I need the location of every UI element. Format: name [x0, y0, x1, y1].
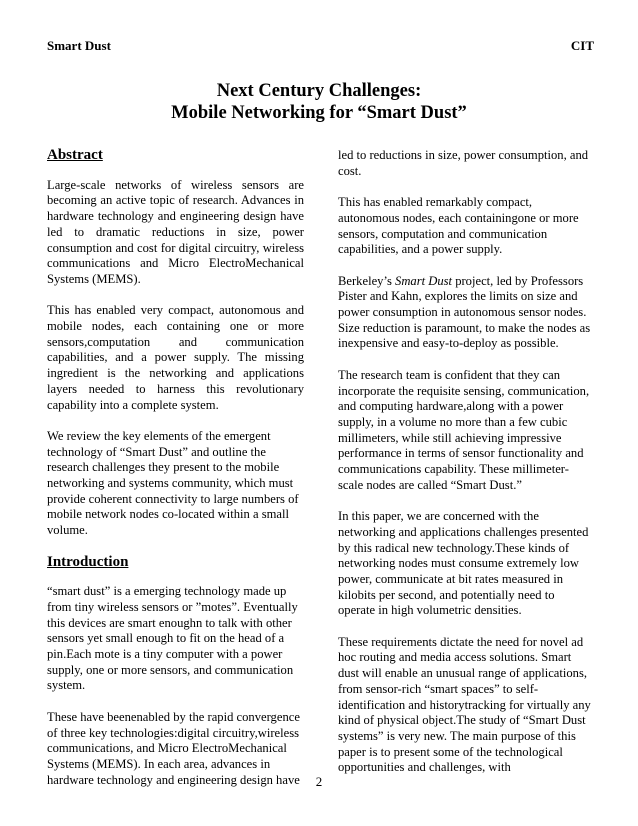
body-paragraph-1: led to reductions in size, power consumption, and cost. — [338, 148, 589, 178]
paragraph-text: project, led by Professors Pister and Kahn, explores the limits on size and power consumption in autonomous sensor nodes. Size reduction is paramount, to make the nodes as inexpensive and easy-to-deploy as possible. — [338, 273, 591, 351]
body-paragraph-6: These requirements dictate the need for novel ad hoc routing and media access solutions. Smart dust will enable an unusual range of applications, from sensor-rich “smart spaces” to self-identification and historytracking for virtually any kind of physical object.The study of “Smart Dust systems” is very new. The main purpose of this paper is to present some of the technological opportunities and challenges, with — [338, 634, 591, 775]
introduction-heading: Introduction — [47, 553, 129, 570]
right-column — [338, 148, 594, 792]
body-paragraph-4: The research team is confident that they can incorporate the requisite sensing, communication, and computing hardware,along with a power supply, in a volume no more than a few cubic millimeters, while still achieving impressive performance in terms of sensor functionality and communications capability. These millimeter-scale nodes are called “Smart Dust.” — [338, 367, 590, 492]
page-number: 2 — [315, 774, 323, 789]
abstract-paragraph-3: We review the key elements of the emergent technology of “Smart Dust” and outline the research challenges they present to the mobile networking and systems community, which must provide coherent connectivity to large numbers of mobile network nodes co-located within a small volume. — [47, 428, 299, 538]
introduction-paragraph-1: “smart dust” is a emerging technology made up from tiny wireless sensors or ”motes”. Eventually this devices are smart enoughn to talk with other sensors yet small enough to fit on the head of a pin.Each mote is a tiny computer with a power supply, one or more sensors, and communication system. — [47, 584, 298, 693]
title-line-2: Mobile Networking for “Smart Dust” — [171, 103, 467, 123]
body-paragraph-5: In this paper, we are concerned with the networking and applications challenges presented by this radical new technology.These kinds of networking nodes must consume extremely low power, communicate at bit rates measured in kilobits per second, and potentially need to operate in high volumetric densities. — [338, 509, 589, 618]
abstract-heading: Abstract — [47, 147, 103, 163]
left-column — [47, 148, 304, 804]
project-name: Smart Dust — [395, 273, 453, 288]
title-line-1: Next Century Challenges: — [216, 81, 422, 101]
body-paragraph-3 — [338, 274, 594, 353]
running-header-right: CIT — [570, 38, 594, 53]
introduction-paragraph-2: These have beenenabled by the rapid convergence of three key technologies:digital circuitry,wireless communications, and Micro ElectroMechanical Systems (MEMS). In each area, advances in hardware technology and engineering design have — [47, 709, 300, 787]
paragraph-text: Berkeley’s — [338, 273, 396, 288]
abstract-paragraph-2: This has enabled very compact, autonomous and mobile nodes, each containing one or more sensors,computation and communication capabilities, and a power supply. The missing ingredient is the networking and applications layers needed to harness this revolutionary capability into a complete system. — [47, 303, 304, 412]
abstract-paragraph-1: Large-scale networks of wireless sensors are becoming an active topic of research. Advances in hardware technology and engineering design have led to dramatic reductions in size, power consumption and cost for digital circuitry, wireless communications and Micro ElectroMechanical Systems (MEMS). — [47, 177, 304, 286]
paper-title — [0, 80, 638, 124]
body-paragraph-2: This has enabled remarkably compact, autonomous nodes, each containingone or more sensors, computation and communication capabilities, and a power supply. — [338, 195, 579, 257]
running-header-left: Smart Dust — [47, 38, 111, 53]
